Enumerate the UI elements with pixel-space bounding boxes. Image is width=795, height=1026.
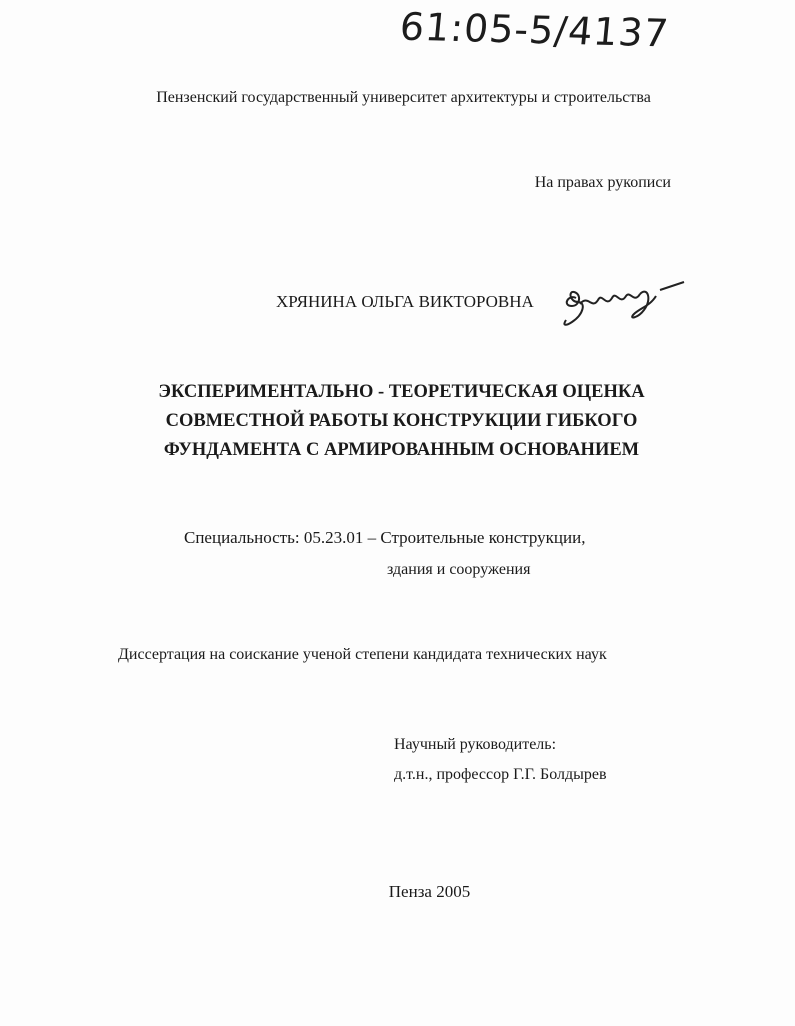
dissertation-degree: Диссертация на соискание ученой степени кандидата технических наук (118, 646, 607, 663)
title-line-3: ФУНДАМЕНТА С АРМИРОВАННЫМ ОСНОВАНИЕМ (163, 440, 640, 460)
signature-stroke-tail (632, 292, 656, 318)
advisor-name: д.т.н., профессор Г.Г. Болдырев (394, 766, 607, 783)
specialty-line-2: здания и сооружения (387, 561, 531, 578)
advisor-label: Научный руководитель: (394, 736, 557, 753)
title-line-2: СОВМЕСТНОЙ РАБОТЫ КОНСТРУКЦИИ ГИБКОГО (165, 411, 638, 431)
signature-stroke-loops (580, 294, 640, 304)
dissertation-title (0, 378, 795, 465)
title-line-1: ЭКСПЕРИМЕНТАЛЬНО - ТЕОРЕТИЧЕСКАЯ ОЦЕНКА (158, 382, 645, 402)
signature-stroke (564, 292, 582, 325)
author-signature (558, 276, 688, 336)
manuscript-rights-note: На правах рукописи (534, 174, 671, 191)
specialty-line-1: Специальность: 05.23.01 – Строительные конструкции, (184, 528, 586, 547)
signature-flourish (660, 282, 684, 290)
university-name: Пензенский государственный университет архитектуры и строительства (156, 89, 651, 106)
city-year: Пенза 2005 (388, 882, 471, 901)
author-name: ХРЯНИНА ОЛЬГА ВИКТОРОВНА (276, 292, 534, 311)
handwritten-stamp-code: 61:05-5/4137 (397, 4, 671, 56)
